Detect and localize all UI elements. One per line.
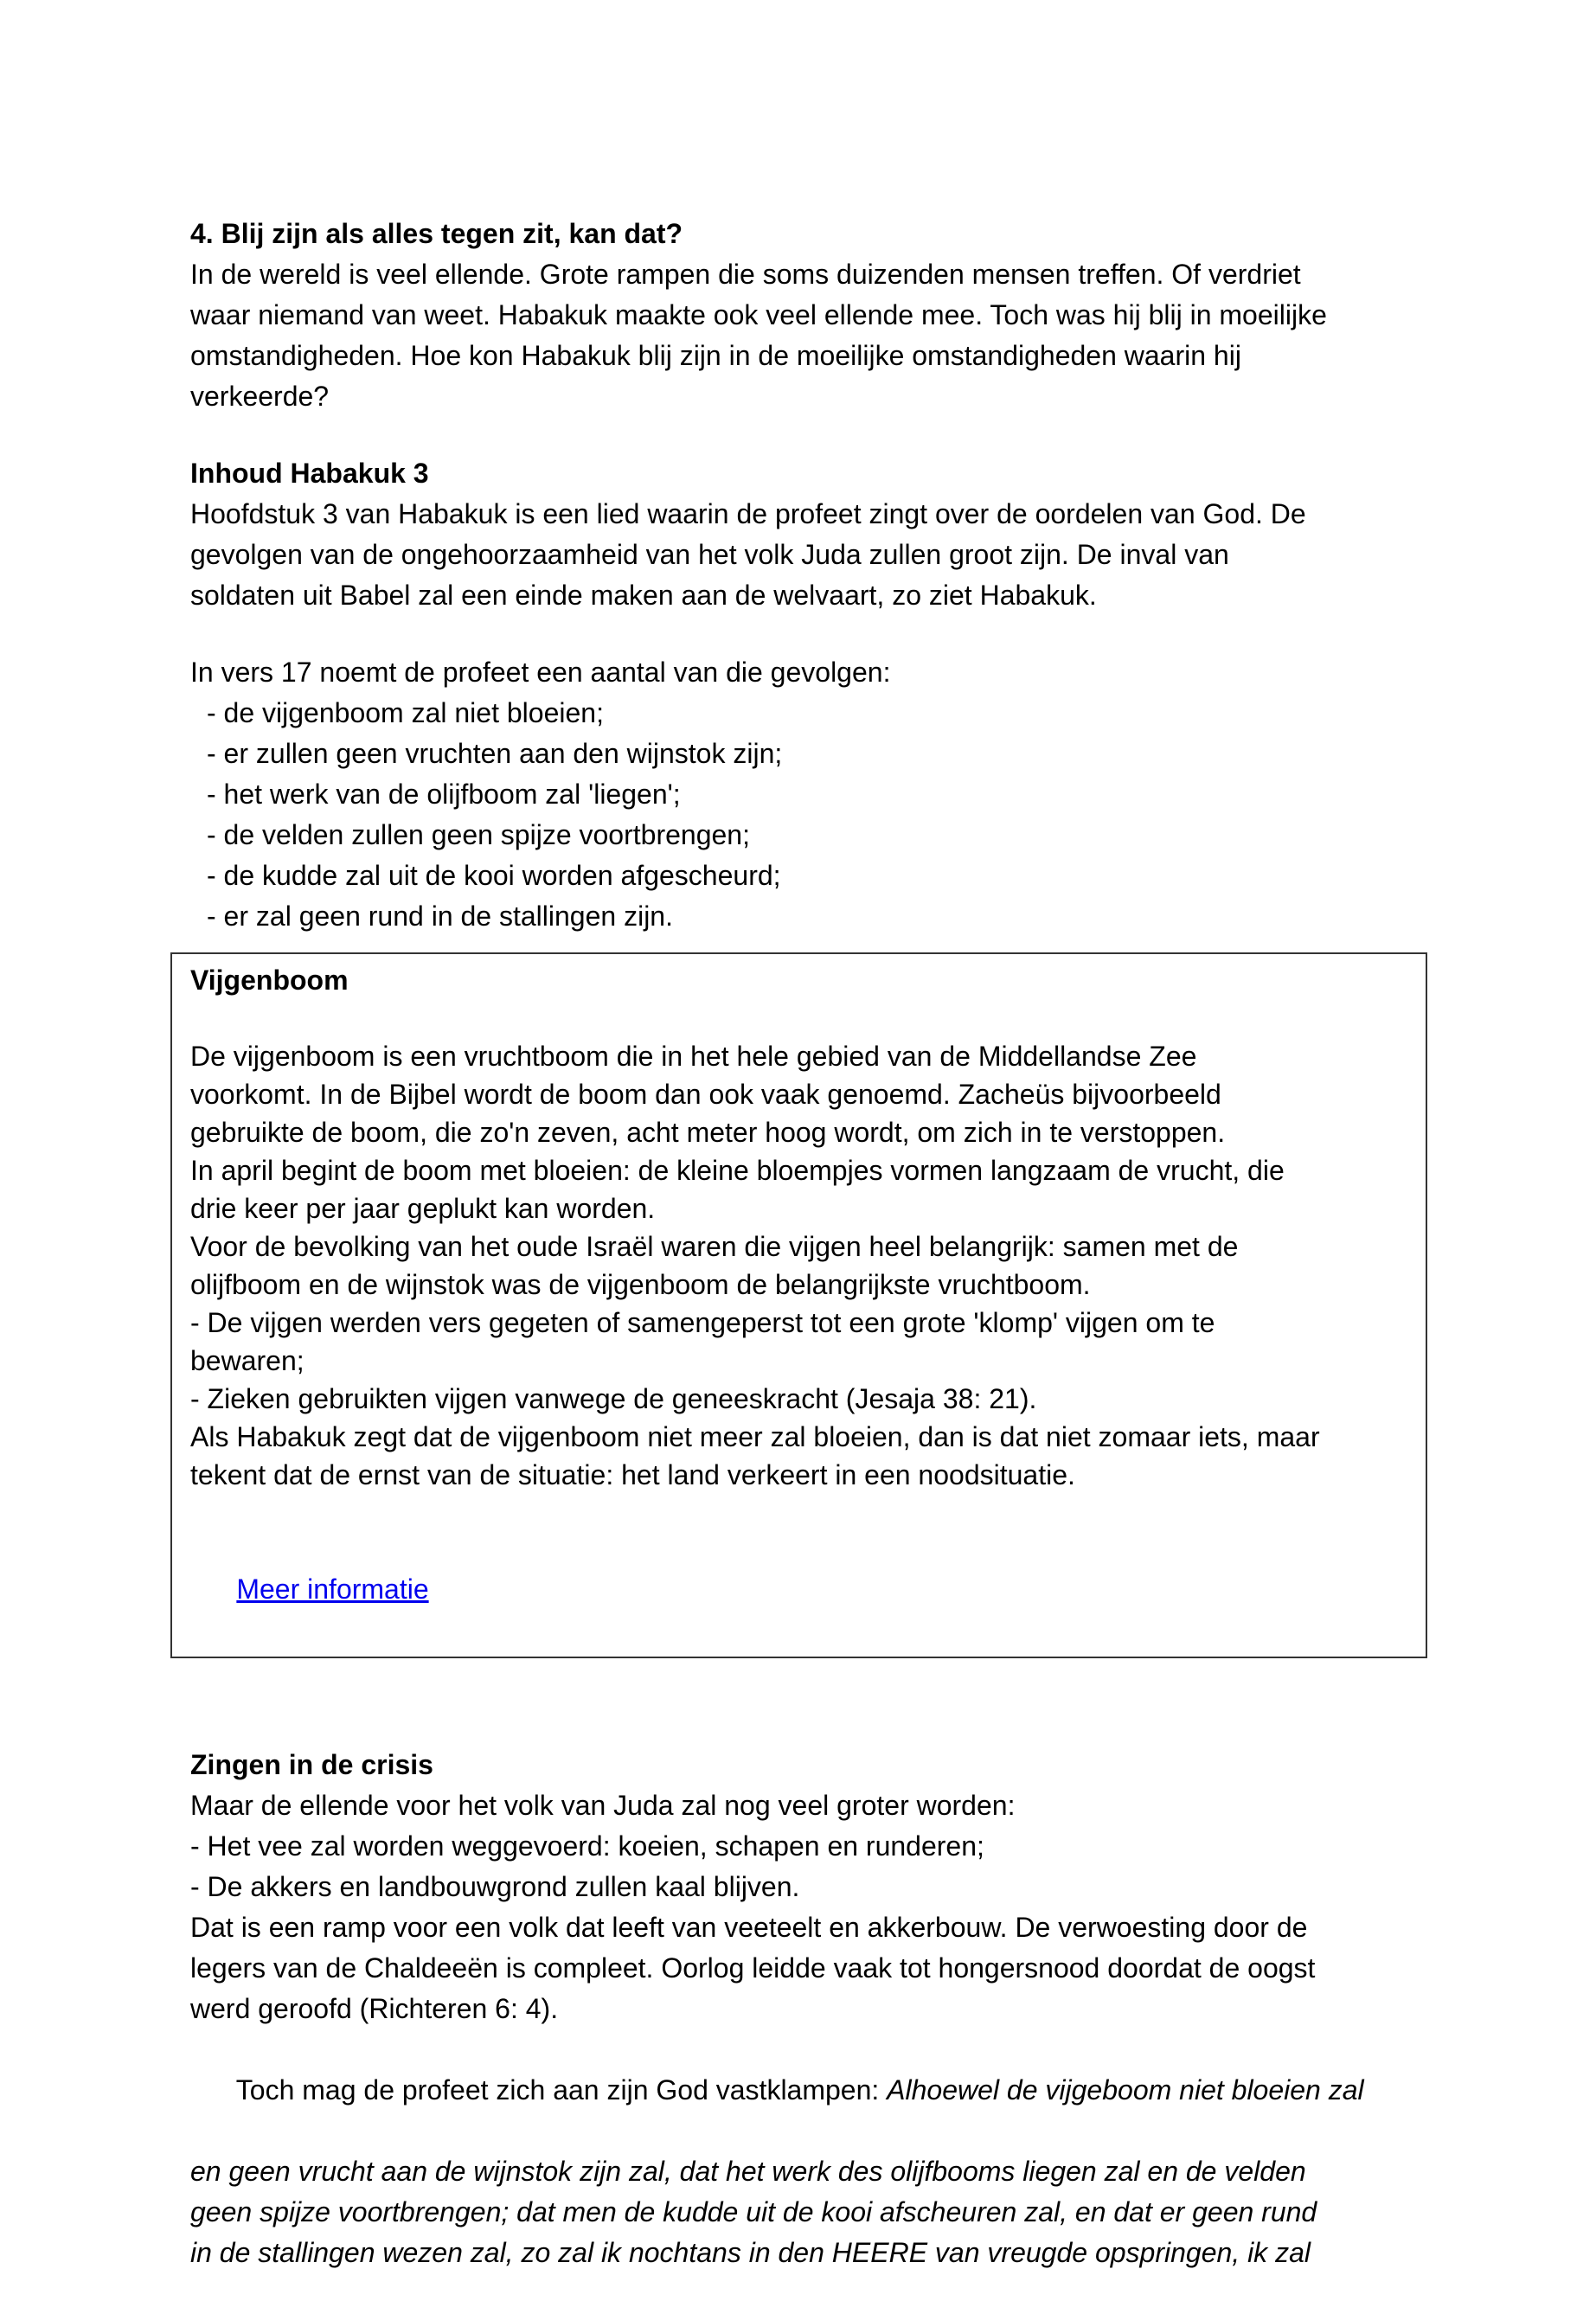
box-text-line: Voor de bevolking van het oude Israël waren die vijgen heel belangrijk: samen met de <box>190 1231 1239 1262</box>
text-line: waar niemand van weet. Habakuk maakte ook veel ellende mee. Toch was hij blij in moeilijke <box>190 299 1327 330</box>
vijgenboom-info-box <box>170 952 1427 1658</box>
section-zingen-in-de-crisis <box>190 1745 1440 2273</box>
text-line: legers van de Chaldeeën is compleet. Oorlog leidde vaak tot hongersnood doordat de oogst <box>190 1952 1316 1984</box>
text-line: Dat is een ramp voor een volk dat leeft van veeteelt en akkerbouw. De verwoesting door de <box>190 1912 1308 1943</box>
text-line: Maar de ellende voor het volk van Juda zal nog veel groter worden: <box>190 1790 1016 1821</box>
meer-informatie-link[interactable]: Meer informatie <box>236 1574 429 1605</box>
section-inhoud-habakuk-3 <box>190 453 1440 616</box>
section-heading-zingen: Zingen in de crisis <box>190 1749 433 1780</box>
text-line: In de wereld is veel ellende. Grote rampen die soms duizenden mensen treffen. Of verdriet <box>190 259 1301 290</box>
text-line: werd geroofd (Richteren 6: 4). <box>190 1993 559 2024</box>
list-item: - er zal geen rund in de stallingen zijn. <box>207 901 673 932</box>
box-text-line: gebruikte de boom, die zo'n zeven, acht meter hoog wordt, om zich in te verstoppen. <box>190 1117 1226 1148</box>
text-line: gevolgen van de ongehoorzaamheid van het volk Juda zullen groot zijn. De inval van <box>190 539 1229 570</box>
text-line: verkeerde? <box>190 381 330 412</box>
section-gevolgen-list <box>190 652 1440 937</box>
list-item: - de vijgenboom zal niet bloeien; <box>207 697 604 728</box>
blank-line <box>190 999 1408 1037</box>
box-text-line: drie keer per jaar geplukt kan worden. <box>190 1193 656 1224</box>
blank-line <box>190 1494 1408 1532</box>
box-text-line: In april begint de boom met bloeien: de kleine bloempjes vormen langzaam de vrucht, die <box>190 1155 1285 1186</box>
section-intro <box>190 214 1440 417</box>
quote-italic-line: geen spijze voortbrengen; dat men de kudde uit de kooi afscheuren zal, en dat er geen rund <box>190 2196 1317 2227</box>
section-heading-intro: 4. Blij zijn als alles tegen zit, kan dat? <box>190 218 683 249</box>
quote-italic-line: in de stallingen wezen zal, zo zal ik nochtans in den HEERE van vreugde opspringen, ik zal <box>190 2237 1311 2268</box>
list-item: - de kudde zal uit de kooi worden afgescheurd; <box>207 860 781 891</box>
list-item: - er zullen geen vruchten aan den wijnstok zijn; <box>207 738 783 769</box>
text-line: omstandigheden. Hoe kon Habakuk blij zijn in de moeilijke omstandigheden waarin hij <box>190 340 1241 371</box>
box-text-line: - Zieken gebruikten vijgen vanwege de geneeskracht (Jesaja 38: 21). <box>190 1383 1037 1414</box>
box-text-line: Als Habakuk zegt dat de vijgenboom niet meer zal bloeien, dan is dat niet zomaar iets, maar <box>190 1421 1320 1452</box>
box-text-line: - De vijgen werden vers gegeten of samengeperst tot een grote 'klomp' vijgen om te <box>190 1307 1215 1338</box>
text-line: soldaten uit Babel zal een einde maken aan de welvaart, zo ziet Habakuk. <box>190 580 1097 611</box>
text-line: - Het vee zal worden weggevoerd: koeien, schapen en runderen; <box>190 1830 984 1862</box>
quote-lead-text: Toch mag de profeet zich aan zijn God vastklampen: <box>235 2074 888 2106</box>
box-text-line: bewaren; <box>190 1345 304 1376</box>
text-line: Hoofdstuk 3 van Habakuk is een lied waarin de profeet zingt over de oordelen van God. De <box>190 498 1306 529</box>
list-item: - het werk van de olijfboom zal 'liegen'; <box>207 779 681 810</box>
box-heading: Vijgenboom <box>190 965 349 996</box>
box-text-line: voorkomt. In de Bijbel wordt de boom dan ook vaak genoemd. Zacheüs bijvoorbeeld <box>190 1079 1221 1110</box>
section-heading-inhoud: Inhoud Habakuk 3 <box>190 458 429 489</box>
quote-mixed-line <box>190 2029 1440 2151</box>
box-text-line: tekent dat de ernst van de situatie: het land verkeert in een noodsituatie. <box>190 1459 1075 1490</box>
box-text-line: olijfboom en de wijnstok was de vijgenboom de belangrijkste vruchtboom. <box>190 1269 1091 1300</box>
list-item: - de velden zullen geen spijze voortbrengen; <box>207 819 750 850</box>
quote-italic-line: en geen vrucht aan de wijnstok zijn zal, dat het werk des olijfbooms liegen zal en de velden <box>190 2156 1306 2187</box>
box-text-line: De vijgenboom is een vruchtboom die in het hele gebied van de Middellandse Zee <box>190 1041 1197 1072</box>
text-line: - De akkers en landbouwgrond zullen kaal blijven. <box>190 1871 800 1902</box>
list-intro-line: In vers 17 noemt de profeet een aantal van die gevolgen: <box>190 657 891 688</box>
quote-italic-text: Alhoewel de vijgeboom niet bloeien zal <box>887 2074 1364 2106</box>
